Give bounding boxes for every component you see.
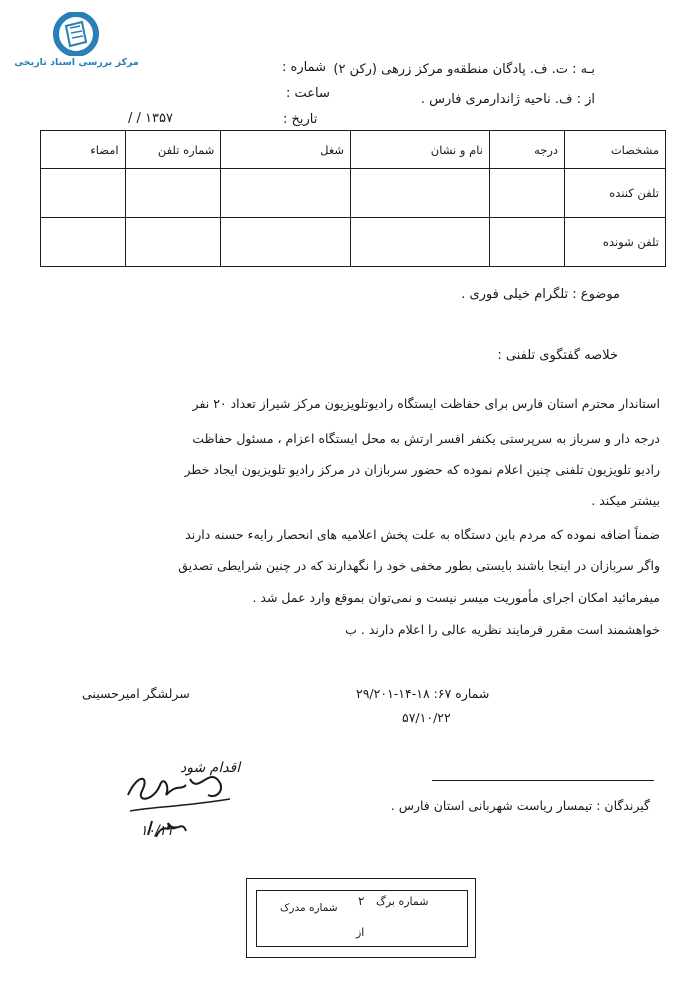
- stamp-sheet-value: ۲: [358, 894, 365, 908]
- recipients-line: گیرندگان : تیمسار ریاست شهربانی استان فارس .: [390, 798, 650, 813]
- header-from: از : ف. ناحیه ژاندارمری فارس .: [420, 92, 595, 107]
- stamp-doc-label: شماره مدرک: [280, 902, 338, 914]
- table-cell: [221, 218, 351, 267]
- header-to: بـه : ت. ف. پادگان منطقه‌و مرکز زرهی (رکن ۲): [333, 62, 595, 77]
- stamp-from-label: از: [356, 926, 365, 939]
- row-label-callee: تلفن شونده: [565, 218, 666, 267]
- table-cell: [125, 169, 221, 218]
- row-label-caller: تلفن کننده: [565, 169, 666, 218]
- recipients-divider: [432, 780, 654, 781]
- body-line: ضمناً اضافه نموده که مردم باین دستگاه به علت پخش اعلامیه های انحصار رایهء حسنه دارند: [185, 527, 660, 542]
- time-label: ساعت :: [286, 86, 330, 101]
- body-line: درجه دار و سرباز به سرپرستی یکنفر افسر ارتش به محل ایستگاه اعزام ، مسئول حفاظت: [192, 431, 660, 446]
- body-line: بیشتر میکند .: [591, 493, 660, 508]
- col-header-specs: مشخصات: [565, 131, 666, 169]
- logo-text: مرکز بررسی اسناد تاریخی: [14, 57, 139, 68]
- subject-line: موضوع : تلگرام خیلی فوری .: [461, 287, 620, 302]
- table-row: [41, 169, 666, 218]
- table-cell: [41, 169, 126, 218]
- col-header-phone: شماره تلفن: [125, 131, 221, 169]
- date-value: / / ۱۳۵۷: [128, 111, 173, 126]
- body-line: واگر سربازان در اینجا باشند بایستی بطور مخفی خود را نگهدارند که در چنین شرایطی تصدیق: [178, 558, 660, 573]
- handwritten-note: اقدام شود: [180, 760, 241, 776]
- call-info-table: [40, 130, 666, 267]
- document-center-logo-icon: [52, 12, 100, 56]
- table-cell: [351, 169, 490, 218]
- archive-logo: [14, 12, 139, 72]
- table-cell: [489, 218, 564, 267]
- stamp-sheet-label: شماره برگ: [376, 895, 429, 908]
- table-row: [41, 218, 666, 267]
- body-line: رادیو تلویزیون تلفنی چنین اعلام نموده که حضور سربازان در مرکز رادیو تلویزیون ایجاد خطر: [184, 462, 660, 477]
- signatory-name: سرلشگر امیرحسینی: [82, 686, 190, 701]
- summary-title: خلاصه گفتگوی تلفنی :: [497, 348, 618, 363]
- body-line: میفرمائید امکان اجرای مأموریت میسر نیست و نمی‌توان بموقع وارد عمل شد .: [252, 590, 660, 605]
- table-cell: [125, 218, 221, 267]
- table-header-row: [41, 131, 666, 169]
- date-label: تاریخ :: [283, 112, 318, 127]
- reference-number: شماره ۶۷: ۱۸-۱۴-۲۹/۲۰۱: [356, 686, 490, 701]
- table-cell: [489, 169, 564, 218]
- handwritten-number: ۱۰/۲۳: [140, 823, 175, 839]
- body-line: خواهشمند است مقرر فرمایند نظریه عالی را اعلام دارند . ب: [345, 622, 660, 637]
- col-header-signature: امضاء: [41, 131, 126, 169]
- body-line: استاندار محترم استان فارس برای حفاظت ایستگاه رادیوتلویزیون مرکز شیراز تعداد ۲۰ نفر: [192, 396, 660, 411]
- reference-date: ۵۷/۱۰/۲۲: [402, 710, 451, 725]
- table-cell: [41, 218, 126, 267]
- table-cell: [351, 218, 490, 267]
- table-cell: [221, 169, 351, 218]
- col-header-rank: درجه: [489, 131, 564, 169]
- col-header-name: نام و نشان: [351, 131, 490, 169]
- col-header-job: شغل: [221, 131, 351, 169]
- number-label: شماره :: [282, 60, 326, 75]
